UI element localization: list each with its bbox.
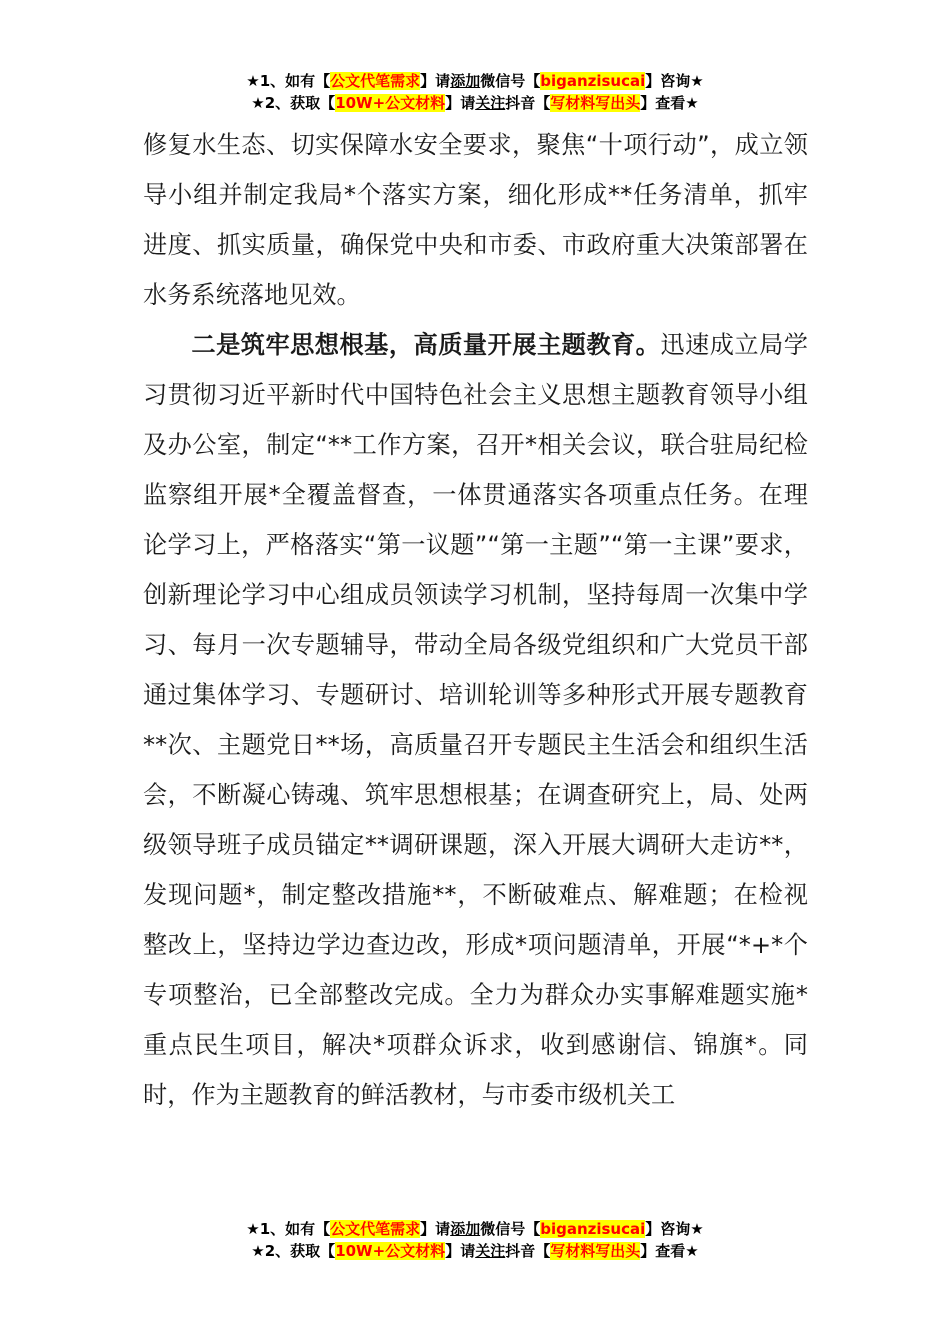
- banner-text: 微信号【: [480, 1220, 541, 1238]
- banner-text: 】咨询★: [645, 72, 704, 90]
- banner-emphasis: 关注: [475, 94, 506, 112]
- highlight-douyin-account: 写材料写出头: [550, 1242, 641, 1260]
- banner-line-1: [0, 70, 950, 92]
- top-banner: [0, 70, 950, 114]
- highlight-wechat-id: biganzisucai: [540, 1220, 646, 1238]
- banner-text: 抖音【: [505, 1242, 551, 1260]
- paragraph-theme-education: [143, 320, 808, 1120]
- banner-text: ★2、获取【: [251, 94, 336, 112]
- paragraph-lead-heading: 二是筑牢思想根基，高质量开展主题教育。: [191, 331, 661, 359]
- banner-line-2: [0, 1240, 950, 1262]
- highlight-service: 公文代笔需求: [330, 72, 421, 90]
- highlight-wechat-id: biganzisucai: [540, 72, 646, 90]
- banner-text: 抖音【: [505, 94, 551, 112]
- banner-text: 微信号【: [480, 72, 541, 90]
- banner-line-1: [0, 1218, 950, 1240]
- banner-text: ★1、如有【: [246, 72, 331, 90]
- paragraph-body: 迅速成立局学习贯彻习近平新时代中国特色社会主义思想主题教育领导小组及办公室，制定“**工作方案，召开*相关会议，联合驻局纪检监察组开展*全覆盖督查，一体贯通落实各项重点任务。在理论学习上，严格落实“第一议题”“第一主题”“第一主课”要求，创新理论学习中心组成员领读学习机制，坚持每周一次集中学习、每月一次专题辅导，带动全局各级党组织和广大党员干部通过集体学习、专题研讨、培训轮训等多种形式开展专题教育**次、主题党日**场，高质量召开专题民主生活会和组织生活会，不断凝心铸魂、筑牢思想根基；在调查研究上，局、处两级领导班子成员锚定**调研课题，深入开展大调研大走访**，发现问题*，制定整改措施**，不断破难点、解难题；在检视整改上，坚持边学边查边改，形成*项问题清单，开展“*+*个专项整治，已全部整改完成。全力为群众办实事解难题实施*重点民生项目，解决*项群众诉求，收到感谢信、锦旗*。同时，作为主题教育的鲜活教材，与市委市级机关工: [143, 331, 808, 1109]
- highlight-materials: 10W+公文材料: [335, 1242, 446, 1260]
- banner-text: ★1、如有【: [246, 1220, 331, 1238]
- bottom-banner: [0, 1218, 950, 1262]
- banner-text: 】请: [420, 1220, 451, 1238]
- banner-text: 】查看★: [640, 1242, 699, 1260]
- highlight-douyin-account: 写材料写出头: [550, 94, 641, 112]
- highlight-materials: 10W+公文材料: [335, 94, 446, 112]
- document-body: [143, 120, 808, 1120]
- banner-emphasis: 关注: [475, 1242, 506, 1260]
- banner-text: 】查看★: [640, 94, 699, 112]
- banner-line-2: [0, 92, 950, 114]
- banner-text: 】请: [420, 72, 451, 90]
- banner-text: ★2、获取【: [251, 1242, 336, 1260]
- banner-emphasis: 添加: [450, 72, 481, 90]
- paragraph-continuation: 修复水生态、切实保障水安全要求，聚焦“十项行动”，成立领导小组并制定我局*个落实方案，细化形成**任务清单，抓牢进度、抓实质量，确保党中央和市委、市政府重大决策部署在水务系统落地见效。: [143, 131, 808, 309]
- banner-text: 】请: [445, 1242, 476, 1260]
- banner-text: 】咨询★: [645, 1220, 704, 1238]
- highlight-service: 公文代笔需求: [330, 1220, 421, 1238]
- banner-text: 】请: [445, 94, 476, 112]
- banner-emphasis: 添加: [450, 1220, 481, 1238]
